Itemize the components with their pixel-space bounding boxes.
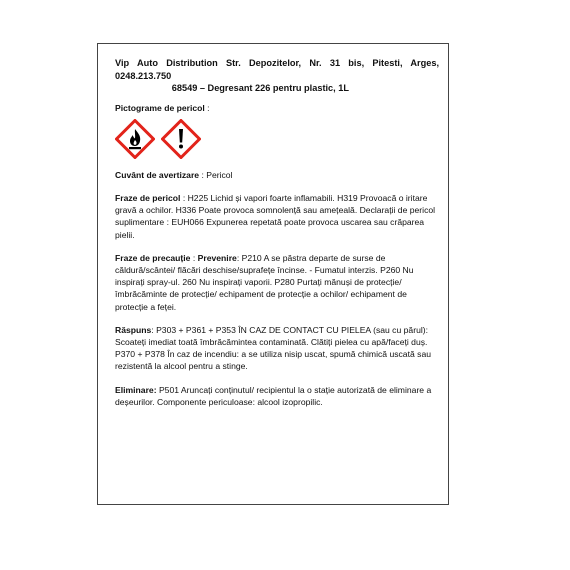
pictograms-title: Pictograme de pericol [115,102,205,113]
precautionary-label: Fraze de precauție [115,252,191,263]
flame-ghs-icon [115,119,155,159]
pictograms-heading [115,102,439,114]
exclamation-ghs-icon [161,119,201,159]
precautionary-text: : P210 A se păstra departe de surse de căldură/scântei/ flăcări deschise/suprafețe încinse. - Fumatul interzis. P260 Nu inspirați spray-ul. 260 Nu inspirați vaporii. P280 Purtați mănuși de protecție/ îmbrăcăminte de protecție/ echipament de protecție a ochilor/ echipament de protecție a feței. [115,252,414,312]
response-section [115,324,439,373]
hazard-statements-label: Fraze de pericol [115,192,181,203]
precautionary-statements-section [115,252,439,313]
company-phone: 0248.213.750 [115,70,172,81]
pictogram-row [115,119,439,159]
signal-word-label: Cuvânt de avertizare [115,169,200,180]
response-text: : P303 + P361 + P353 ÎN CAZ DE CONTACT CU PIELEA (sau cu părul): Scoateți imediat toată îmbrăcămintea contaminată. Clătiți pielea cu apă/faceți duș. P370 + P378 În caz de incendiu: a se utiliza nisip uscat, spumă chimică uscată sau rezistentă la alcool pentru a stinge. [115,324,432,372]
disposal-label: Eliminare: [115,384,157,395]
response-label: Răspuns [115,324,152,335]
hazard-statements-section [115,192,439,241]
label-content [115,57,439,408]
precautionary-sep: : [190,252,198,263]
company-address-line: Vip Auto Distribution Str. Depozitelor, Nr. 31 bis, Pitesti, Arges, [115,58,439,68]
product-title: 68549 – Degresant 226 pentru plastic, 1L [171,83,349,93]
prevention-label: Prevenire [197,252,237,263]
hazard-statements-text: : H225 Lichid și vapori foarte inflamabili. H319 Provoacă o iritare gravă a ochilor. H336 Poate provoca somnolență sau amețeală. Declarații de pericol suplimentare : EUH066 Expunerea repetată poate provoca uscarea sau crăparea pielii. [115,192,436,240]
disposal-text: P501 Aruncați conținutul/ recipientul la o stație autorizată de eliminare a deșeurilor. Componente periculoase: alcool izopropilic. [115,384,432,407]
signal-word-section [115,169,439,181]
signal-word-value: : Pericol [199,169,233,180]
pictograms-colon: : [204,102,210,113]
disposal-section [115,384,439,408]
product-label [97,43,449,505]
